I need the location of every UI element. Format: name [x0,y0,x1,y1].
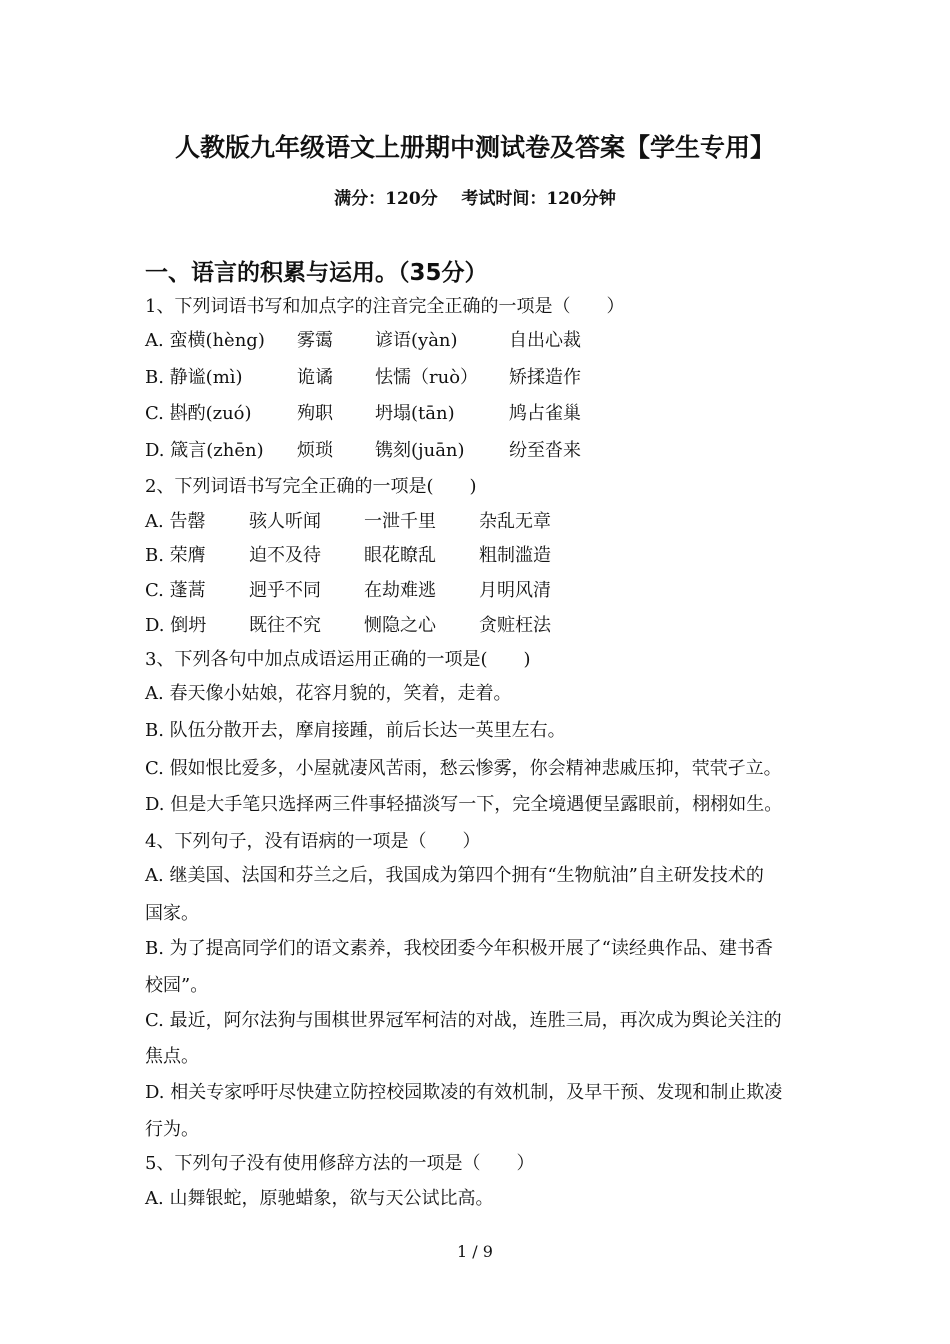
option-word: 既往不究 [249,615,321,636]
option-word: A. 告罄 [145,511,206,532]
option-word: 月明风清 [479,580,551,601]
section-heading: 一、语言的积累与运用。（35分） [145,260,488,286]
option-word: 在劫难逃 [364,580,436,601]
option-word: C. 蓬蒿 [145,580,206,601]
question-4-line: 焦点。 [145,1046,199,1067]
option-word: A. 蛮横(hèng) [145,330,265,351]
option-word: 怯懦（ruò） [375,367,479,388]
option-word: 矫揉造作 [509,367,581,388]
question-4-line: B. 为了提高同学们的语文素养，我校团委今年积极开展了“读经典作品、建书香 [145,938,773,959]
option-word: 鸠占雀巢 [509,403,581,424]
question-5-stem: 5、下列句子没有使用修辞方法的一项是（ ） [145,1153,535,1174]
option-word: 杂乱无章 [479,511,551,532]
option-word: C. 斟酌(zuó) [145,403,252,424]
question-4-line: 行为。 [145,1119,199,1140]
page-number: 1 / 9 [457,1242,493,1261]
option-word: 诡谲 [297,367,333,388]
question-1-stem: 1、下列词语书写和加点字的注音完全正确的一项是（ ） [145,296,625,317]
option-word: 迫不及待 [249,545,321,566]
option-word: 镌刻(juān) [375,440,465,461]
question-3-option-d: D. 但是大手笔只选择两三件事轻描淡写一下，完全境遇便呈露眼前，栩栩如生。 [145,794,783,815]
option-word: 骇人听闻 [249,511,321,532]
option-word: 一泄千里 [364,511,436,532]
question-4-line: 国家。 [145,903,199,924]
question-3-option-a: A. 春天像小姑娘，花容月貌的，笑着，走着。 [145,683,512,704]
question-4-line: D. 相关专家呼吁尽快建立防控校园欺凌的有效机制，及早干预、发现和制止欺凌 [145,1082,783,1103]
question-3-stem: 3、下列各句中加点成语运用正确的一项是( ) [145,649,531,670]
exam-info: 满分：120分 考试时间：120分钟 [334,189,616,209]
option-word: 坍塌(tān) [375,403,455,424]
option-word: B. 静谧(mì) [145,367,243,388]
question-5-option-a: A. 山舞银蛇，原驰蜡象，欲与天公试比高。 [145,1188,494,1209]
option-word: 贪赃枉法 [479,615,551,636]
option-word: D. 箴言(zhēn) [145,440,264,461]
question-4-line: C. 最近，阿尔法狗与围棋世界冠军柯洁的对战，连胜三局，再次成为舆论关注的 [145,1010,782,1031]
option-word: 粗制滥造 [479,545,551,566]
question-4-line: 校园”。 [145,975,209,996]
question-3-option-c: C. 假如恨比爱多，小屋就凄风苦雨，愁云惨雾，你会精神悲戚压抑，茕茕孑立。 [145,758,782,779]
option-word: 殉职 [297,403,333,424]
option-word: 眼花瞭乱 [364,545,436,566]
option-word: 谚语(yàn) [375,330,458,351]
option-word: 迥乎不同 [249,580,321,601]
option-word: D. 倒坍 [145,615,207,636]
question-4-stem: 4、下列句子，没有语病的一项是（ ） [145,831,481,852]
option-word: 雾霭 [297,330,333,351]
option-word: 烦琐 [297,440,333,461]
question-3-option-b: B. 队伍分散开去，摩肩接踵，前后长达一英里左右。 [145,720,566,741]
option-word: 纷至沓来 [509,440,581,461]
question-2-stem: 2、下列词语书写完全正确的一项是( ) [145,476,477,497]
page-title: 人教版九年级语文上册期中测试卷及答案【学生专用】 [174,133,775,162]
option-word: 恻隐之心 [364,615,436,636]
option-word: B. 荣膺 [145,545,206,566]
question-4-line: A. 继美国、法国和芬兰之后，我国成为第四个拥有“生物航油”自主研发技术的 [145,865,764,886]
option-word: 自出心裁 [509,330,581,351]
